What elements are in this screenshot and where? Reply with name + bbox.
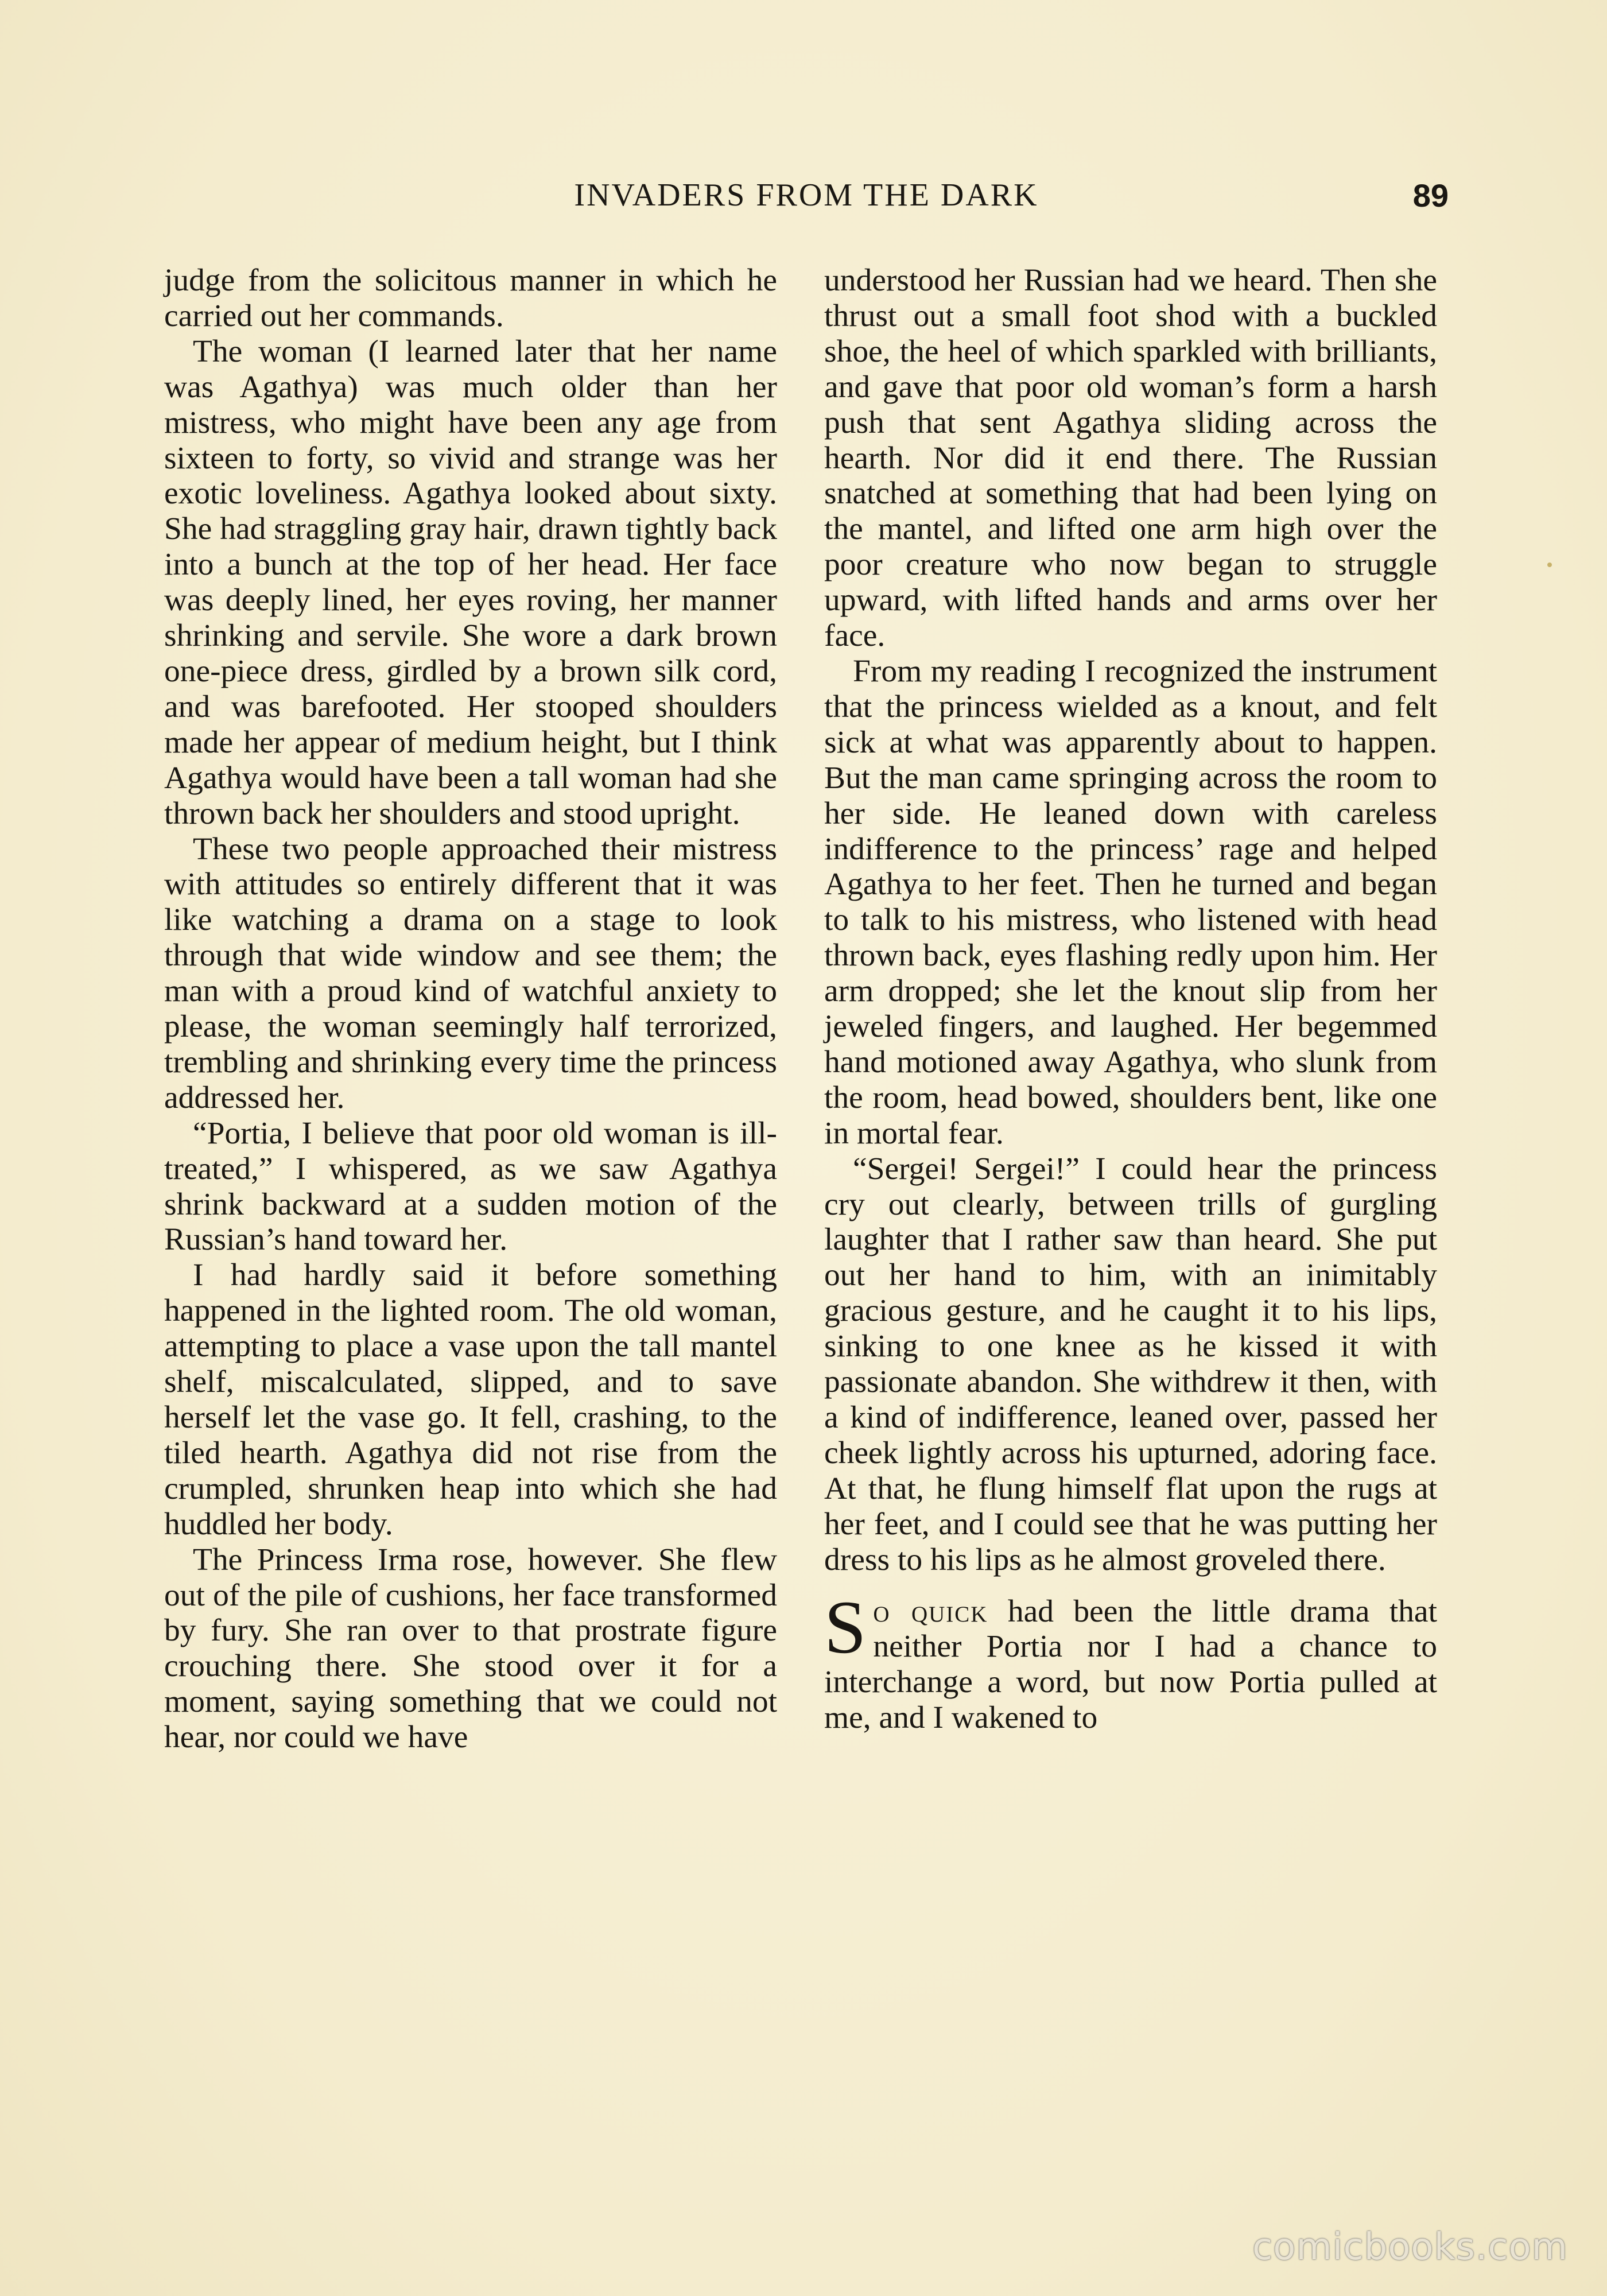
watermark-logo: comicbooks.com: [1252, 2226, 1568, 2268]
right-column: [824, 263, 1437, 1736]
paragraph: The Princess Irma rose, however. She flew out of the pile of cushions, her face transformed by fury. She ran over to that prostrate figure crouching there. She stood over it for a moment, saying something that we could not hear, nor could we have: [164, 1542, 777, 1755]
running-title: INVADERS FROM THE DARK: [574, 177, 1039, 213]
paragraph: From my reading I recognized the instrument that the princess wielded as a knout, and felt sick at what was apparently about to happen. But the man came springing across the room to her side. He leaned down with careless indifference to the princess’ rage and helped Agathya to her feet. Then he turned and began to talk to his mistress, who listened with head thrown back, eyes flashing redly upon him. Her arm dropped; she let the knout slip from her jeweled fingers, and laughed. Her begemmed hand motioned away Agathya, who slunk from the room, head bowed, shoulders bent, like one in mortal fear.: [824, 653, 1437, 1151]
section-opening-paragraph: [824, 1584, 1437, 1736]
paragraph: “Portia, I believe that poor old woman is ill-treated,” I whispered, as we saw Agathya shrink backward at a sudden motion of the Russian’s hand toward her.: [164, 1115, 777, 1258]
paragraph: The woman (I learned later that her name was Agathya) was much older than her mistress, who might have been any age from sixteen to forty, so vivid and strange was her exotic loveliness. Agathya looked about sixty. She had straggling gray hair, drawn tightly back into a bunch at the top of her head. Her face was deeply lined, her eyes roving, her manner shrinking and servile. She wore a dark brown one-piece dress, girdled by a brown silk cord, and was barefooted. Her stooped shoulders made her appear of medium height, but I think Agathya would have been a tall woman had she thrown back her shoulders and stood upright.: [164, 333, 777, 831]
running-head: [164, 177, 1449, 217]
section-text: had been the little drama that neither Portia nor I had a chance to interchange a word, but now Portia pulled at me, and I wakened to: [824, 1593, 1437, 1736]
paragraph: These two people approached their mistress with attitudes so entirely different that it was like watching a drama on a stage to look through that wide window and see them; the man with a proud kind of watchful anxiety to please, the woman seemingly half terrorized, trembling and shrinking every time the princess addressed her.: [164, 831, 777, 1115]
left-column: [164, 263, 777, 1755]
small-caps-lead: o quick: [873, 1593, 988, 1629]
paragraph: I had hardly said it before something happened in the lighted room. The old woman, attempting to place a vase upon the tall mantel shelf, miscalculated, slipped, and to save herself let the vase go. It fell, crashing, to the tiled hearth. Agathya did not rise from the crumpled, shrunken heap into which she had huddled her body.: [164, 1258, 777, 1542]
page-number: 89: [1412, 177, 1449, 214]
paragraph: understood her Russian had we heard. Then she thrust out a small foot shod with a buckled shoe, the heel of which sparkled with brilliants, and gave that poor old woman’s form a harsh push that sent Agathya sliding across the hearth. Nor did it end there. The Russian snatched at something that had been lying on the mantel, and lifted one arm high over the poor creature who now began to struggle upward, with lifted hands and arms over her face.: [824, 263, 1437, 654]
drop-cap: S: [824, 1584, 867, 1669]
paragraph: “Sergei! Sergei!” I could hear the princess cry out clearly, between trills of gurgling laughter that I rather saw than heard. She put out her hand to him, with an inimitably gracious gesture, and he caught it to his lips, sinking to one knee as he kissed it with passionate abandon. She withdrew it then, with a kind of indifference, leaned over, passed her cheek lightly across his upturned, adoring face. At that, he flung himself flat upon the rugs at her feet, and I could see that he was putting her dress to his lips as he almost groveled there.: [824, 1151, 1437, 1577]
paragraph: judge from the solicitous manner in which he carried out her commands.: [164, 263, 777, 333]
ink-speck: [1547, 563, 1552, 567]
